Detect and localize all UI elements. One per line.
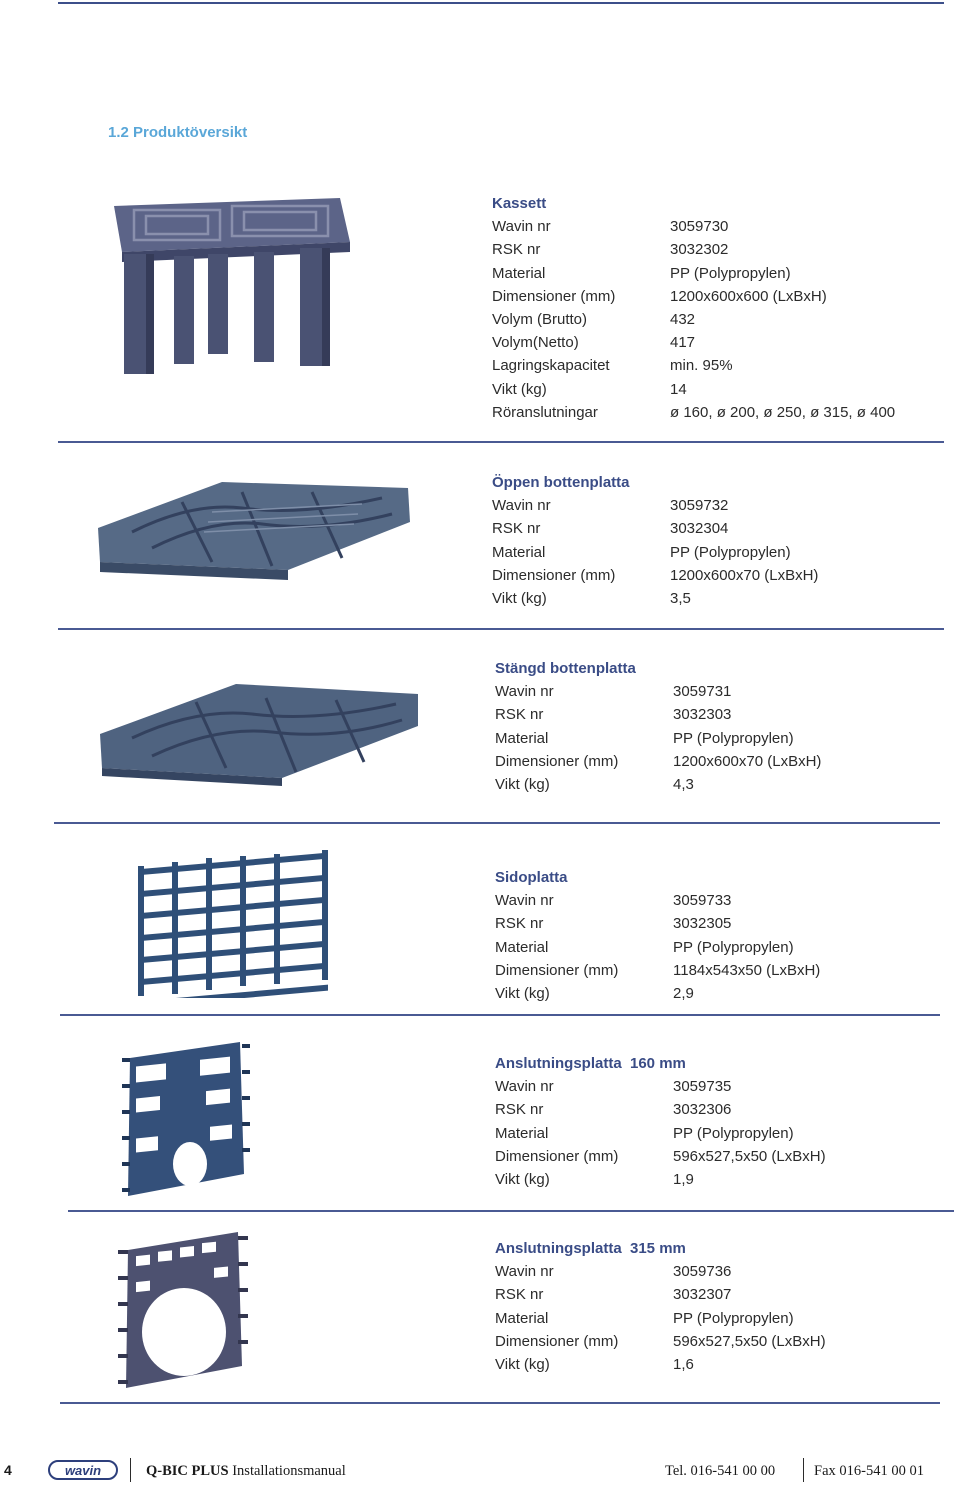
closed-base-plate-image [96,664,422,788]
spec-row: Wavin nr 3059736 [495,1263,732,1281]
section-divider [60,1014,940,1016]
manual-title [146,1463,346,1480]
open-base-plate-image [92,462,412,582]
footer-separator [803,1458,804,1482]
spec-row: Wavin nr 3059735 [495,1078,732,1096]
spec-row: Material PP (Polypropylen) [495,1124,794,1142]
wavin-logo [48,1460,118,1485]
spec-row: Material PP (Polypropylen) [492,264,791,282]
spec-row: Vikt (kg) 1,6 [495,1356,694,1374]
spec-row: RSK nr 3032307 [495,1286,732,1304]
spec-row: RSK nr 3032303 [495,706,732,724]
wavin-logo-text: wavin [64,1463,102,1478]
spec-row: Wavin nr 3059730 [492,218,729,236]
top-rule [58,2,944,4]
spec-row: Vikt (kg) 2,9 [495,985,694,1003]
product-title: Anslutningsplatta 315 mm [495,1240,686,1257]
spec-row: Dimensioner (mm) 1184x543x50 (LxBxH) [495,961,821,979]
spec-row: Vikt (kg) 4,3 [495,776,694,794]
spec-row: Dimensioner (mm) 1200x600x70 (LxBxH) [495,752,822,770]
product-title: Kassett [492,195,547,212]
fax: Fax 016-541 00 01 [814,1463,924,1479]
closed-base-plate-spec [495,657,821,796]
spec-row: Lagringskapacitet min. 95% [492,357,733,375]
kassett-spec [492,192,895,424]
connection-plate-160-image [122,1038,250,1200]
manual-label: Installationsmanual [232,1463,346,1479]
spec-row: Material PP (Polypropylen) [492,543,791,561]
spec-row: RSK nr 3032306 [495,1101,732,1119]
spec-row: RSK nr 3032305 [495,915,732,933]
spec-row: Vikt (kg) 1,9 [495,1171,694,1189]
spec-row: Dimensioner (mm) 596x527,5x50 (LxBxH) [495,1147,826,1165]
spec-row: Volym(Netto) 417 [492,334,696,352]
footer-separator [130,1458,131,1482]
connection-plate-315-spec [495,1237,826,1376]
spec-row: Material PP (Polypropylen) [495,1309,794,1327]
product-name: Q-BIC PLUS [146,1463,229,1479]
spec-row: Wavin nr 3059731 [495,683,732,701]
connection-plate-315-image [118,1228,248,1392]
page-footer [0,1452,960,1485]
kassett-image [104,190,354,380]
connection-plate-160-spec [495,1052,826,1191]
section-divider [68,1210,954,1212]
section-divider [58,441,944,443]
spec-row: Material PP (Polypropylen) [495,729,794,747]
section-title: 1.2 Produktöversikt [108,124,248,141]
spec-row: RSK nr 3032304 [492,520,729,538]
spec-row: RSK nr 3032302 [492,241,729,259]
product-title: Öppen bottenplatta [492,474,630,491]
spec-row: Röranslutningar ø 160, ø 200, ø 250, ø 315, ø 400 [492,403,896,421]
spec-row: Material PP (Polypropylen) [495,938,794,956]
product-title: Stängd bottenplatta [495,660,636,677]
spec-row: Dimensioner (mm) 1200x600x70 (LxBxH) [492,566,819,584]
spec-row: Volym (Brutto) 432 [492,311,696,329]
spec-row: Wavin nr 3059732 [492,497,729,515]
page-number: 4 [4,1462,12,1478]
spec-row: Dimensioner (mm) 596x527,5x50 (LxBxH) [495,1332,826,1350]
section-divider [58,628,944,630]
open-base-plate-spec [492,471,818,610]
spec-row: Dimensioner (mm) 1200x600x600 (LxBxH) [492,287,827,305]
product-title: Anslutningsplatta 160 mm [495,1055,686,1072]
telephone: Tel. 016-541 00 00 [665,1463,776,1479]
section-divider [54,822,940,824]
side-plate-image [130,846,334,998]
section-divider [60,1402,940,1404]
side-plate-spec [495,866,820,1005]
spec-row: Vikt (kg) 3,5 [492,590,691,608]
spec-row: Vikt (kg) 14 [492,380,687,398]
spec-row: Wavin nr 3059733 [495,892,732,910]
product-title: Sidoplatta [495,869,568,886]
